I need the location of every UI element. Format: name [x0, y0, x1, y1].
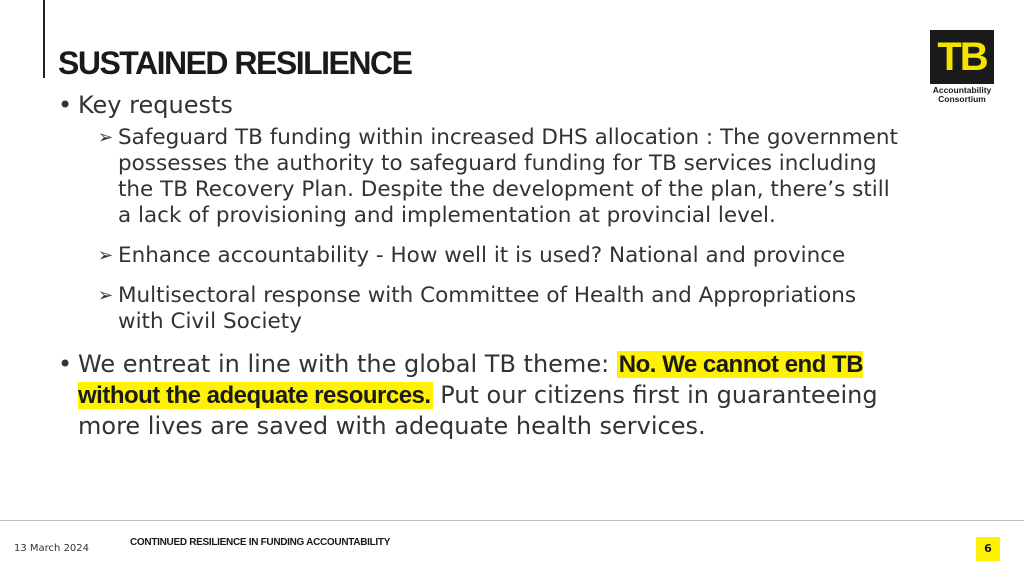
logo-line-2: Consortium	[938, 94, 986, 104]
footer-title: CONTINUED RESILIENCE IN FUNDING ACCOUNTABILITY	[130, 537, 391, 548]
page-number: 6	[976, 537, 1000, 561]
tb-accountability-consortium-logo	[930, 30, 994, 104]
footer-date: 13 March 2024	[14, 543, 90, 554]
request-text: Multisectoral response with Committee of Health and Appropriations with Civil Society	[118, 283, 857, 334]
request-item	[98, 125, 938, 229]
closing-prefix: We entreat in line with the global TB theme:	[78, 350, 617, 378]
closing-suffix: Put our citizens first in guaranteeing more lives are saved with adequate health services.	[78, 381, 878, 440]
bullet-heading: Key requests	[78, 91, 233, 119]
slide-content	[58, 90, 938, 441]
logo-mark: TB	[930, 30, 994, 84]
logo-line-1: Accountability	[932, 85, 992, 95]
request-text: Enhance accountability - How well it is used? National and province	[118, 243, 846, 268]
footer-divider	[0, 520, 1024, 521]
title-accent-bar	[43, 0, 45, 78]
bullet-closing-statement	[58, 349, 938, 441]
bullet-key-requests	[58, 90, 938, 120]
request-item	[98, 283, 938, 335]
request-text: Safeguard TB funding within increased DHS allocation : The government possesses the authority to safeguard funding for TB services including the TB Recovery Plan. Despite the development of the plan, there’s still a lack of provisioning and implementation at provincial level.	[118, 125, 898, 228]
page-title: SUSTAINED RESILIENCE	[58, 45, 412, 81]
closing-text	[78, 349, 938, 441]
logo-caption	[930, 86, 994, 104]
bullet-dot-icon: •	[58, 91, 73, 119]
bullet-dot-icon: •	[58, 350, 73, 378]
request-item	[98, 243, 938, 269]
arrow-bullet-icon: ➢	[98, 127, 114, 148]
arrow-bullet-icon: ➢	[98, 285, 114, 306]
arrow-bullet-icon: ➢	[98, 245, 114, 266]
highlighted-theme: No. We cannot end TB without the adequate resources.	[78, 351, 864, 409]
request-list	[98, 125, 938, 335]
